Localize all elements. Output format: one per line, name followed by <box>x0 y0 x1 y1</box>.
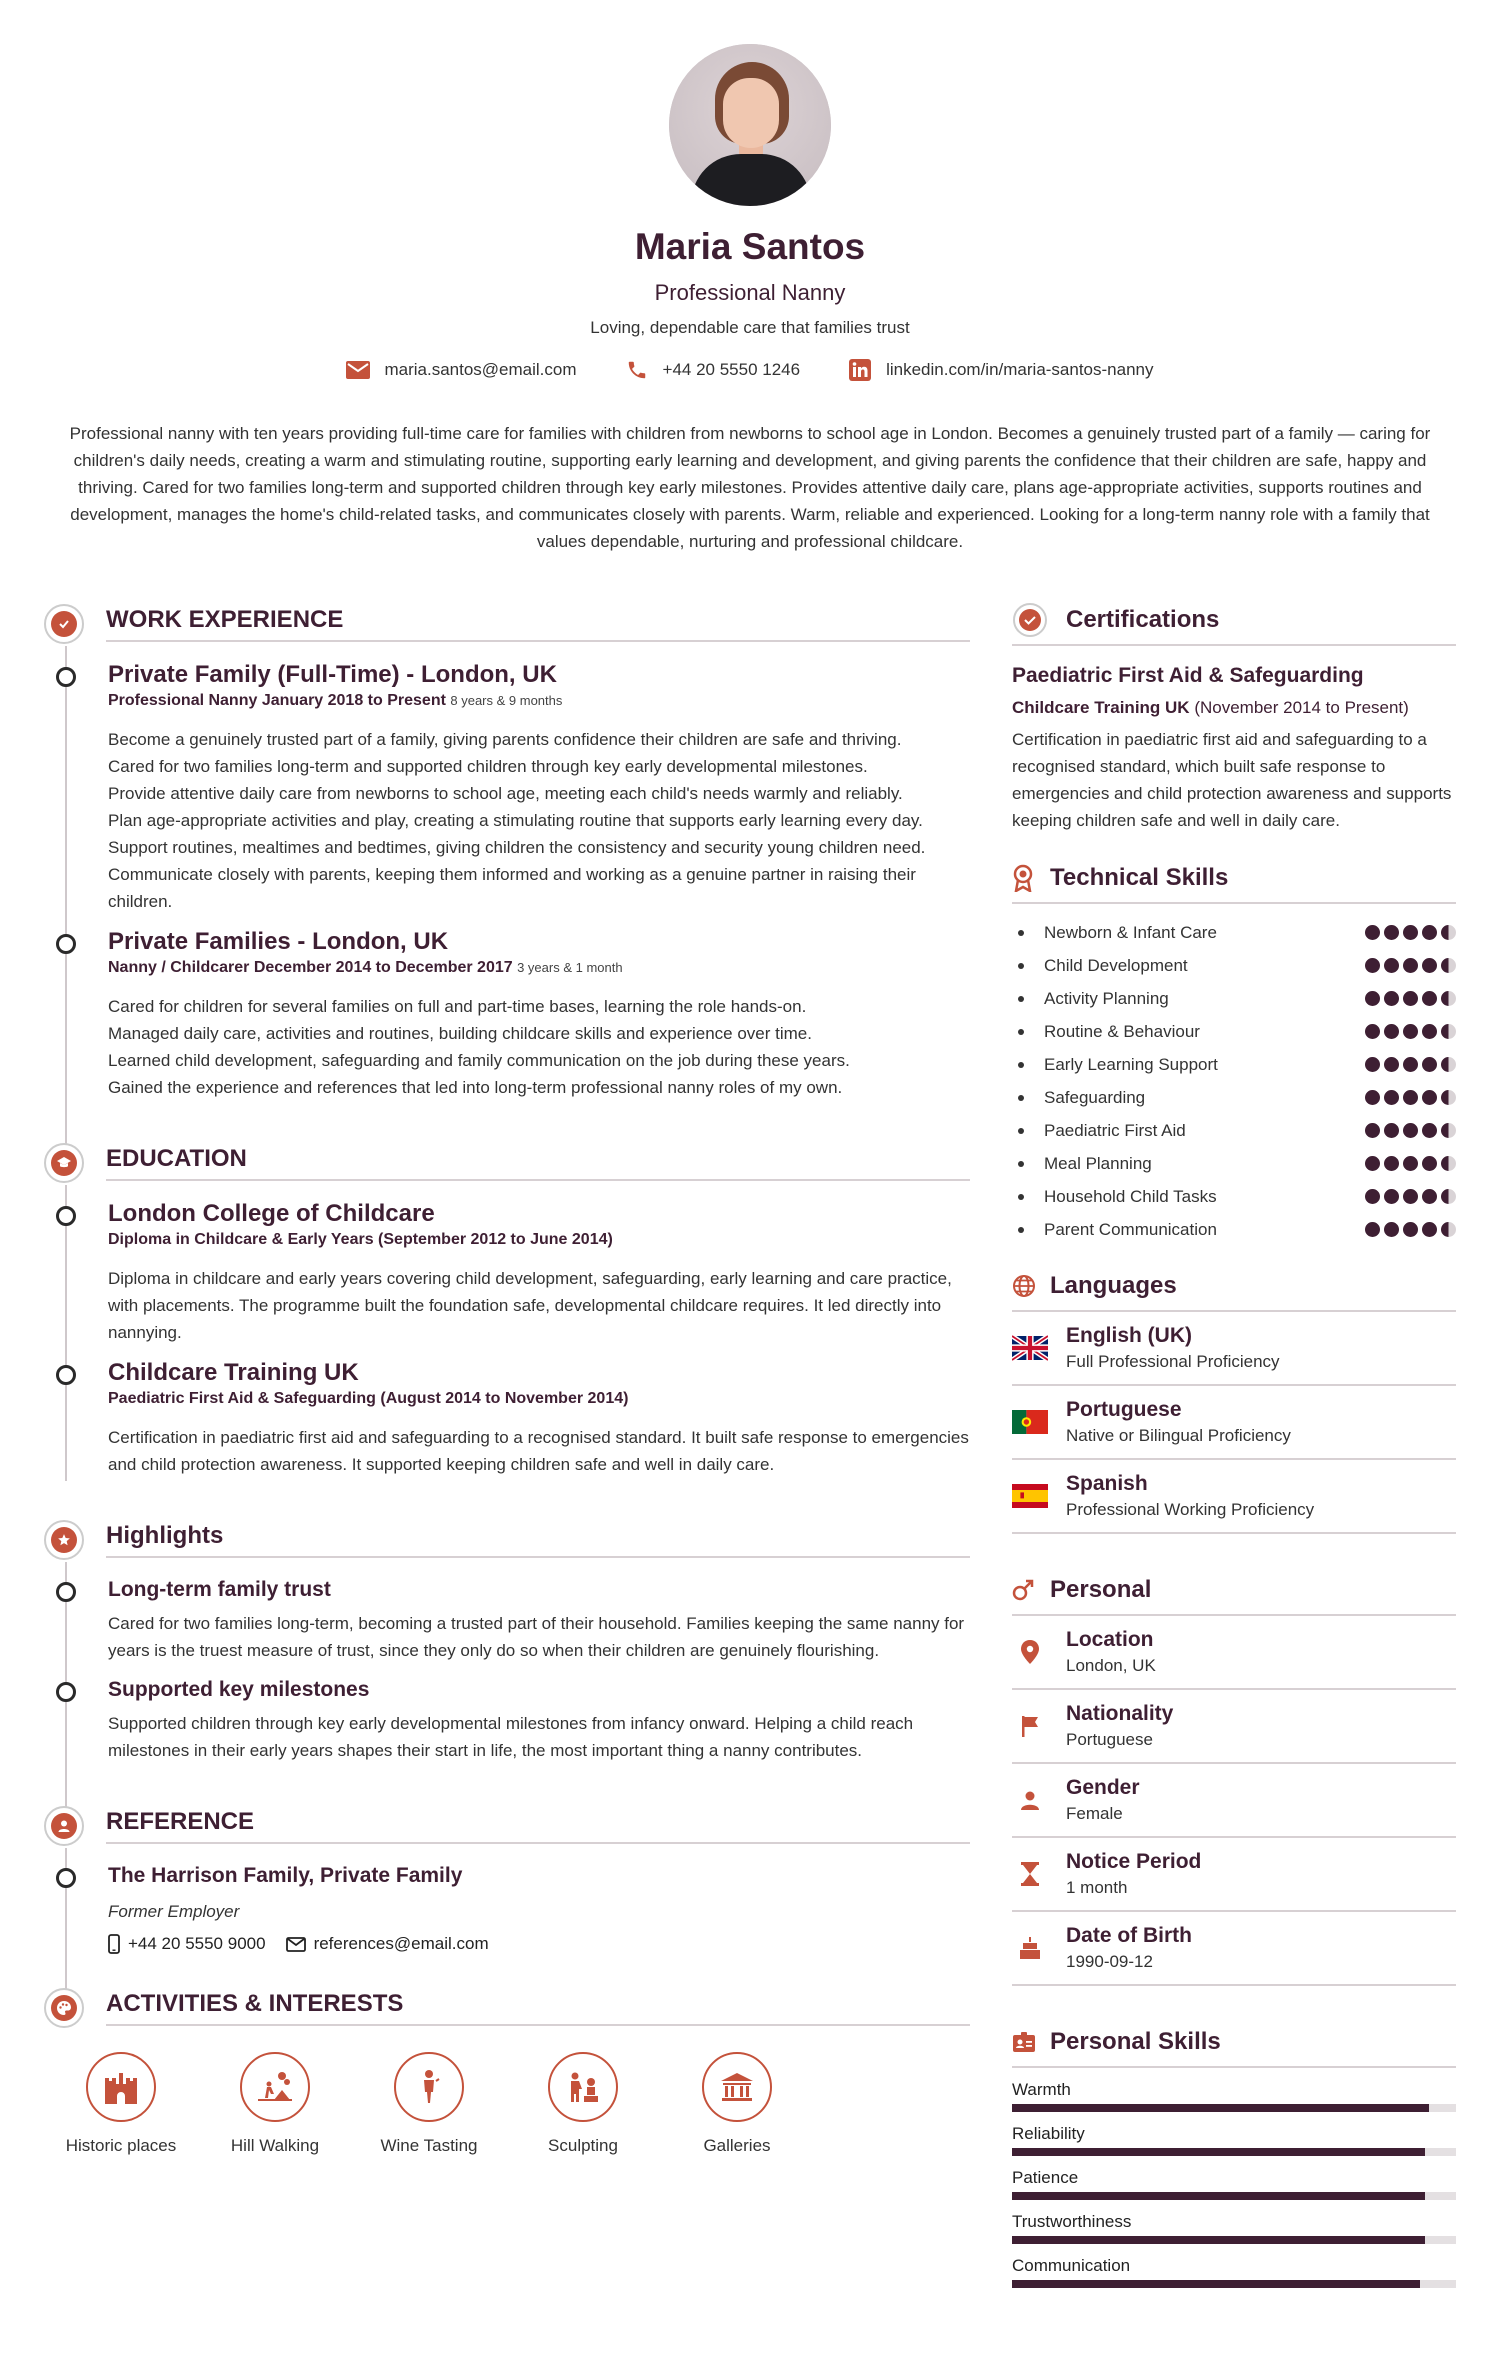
activity-label: Wine Tasting <box>380 2136 478 2155</box>
reference-role: Former Employer <box>108 1902 240 1921</box>
technical-skills-list <box>1012 916 1456 1246</box>
personal-skill-name: Reliability <box>1012 2124 1085 2143</box>
highlight-description: Supported children through key early developmental milestones from infancy onward. Helping a child reach milestones in their early years shapes their start in life, the most important thing a nanny contributes. <box>108 1714 914 1760</box>
education-entry-title: London College of Childcare <box>108 1200 435 1227</box>
profile-photo <box>669 44 831 206</box>
technical-skill-item <box>1012 1147 1456 1180</box>
badge-check-icon <box>44 604 84 644</box>
skill-rating-dots <box>1365 1090 1456 1105</box>
rating-dot <box>1384 1189 1399 1204</box>
language-level: Native or Bilingual Proficiency <box>1066 1426 1291 1445</box>
activity-label: Hill Walking <box>230 2136 320 2155</box>
rating-dot <box>1441 925 1456 940</box>
rating-dot <box>1422 1024 1437 1039</box>
highlight-title: Long-term family trust <box>108 1578 331 1601</box>
rating-dot <box>1422 991 1437 1006</box>
language-item <box>1012 1312 1456 1386</box>
rating-dot <box>1365 1156 1380 1171</box>
language-item <box>1012 1386 1456 1460</box>
personal-item: Gender Female <box>1012 1764 1456 1838</box>
activities-section <box>44 1986 970 2156</box>
left-column <box>44 602 970 2156</box>
contact-phone[interactable] <box>625 358 801 382</box>
highlight-title: Supported key milestones <box>108 1678 370 1701</box>
activity-label: Historic places <box>65 2136 177 2155</box>
hiking-icon <box>240 2052 310 2122</box>
museum-icon <box>702 2052 772 2122</box>
rating-dot <box>1365 1189 1380 1204</box>
rating-dot <box>1365 1123 1380 1138</box>
technical-skill-item <box>1012 949 1456 982</box>
rating-dot <box>1403 1189 1418 1204</box>
rating-dot <box>1365 1057 1380 1072</box>
rating-dot <box>1422 1057 1437 1072</box>
personal-skill-item <box>1012 2256 1456 2288</box>
rating-dot <box>1441 1222 1456 1237</box>
section-title: WORK EXPERIENCE <box>106 606 970 642</box>
highlight-entry <box>44 1576 970 1664</box>
contact-bar <box>0 358 1500 382</box>
skill-progress-fill <box>1012 2280 1420 2288</box>
skill-progress-bar <box>1012 2104 1456 2112</box>
linkedin-text: linkedin.com/in/maria-santos-nanny <box>886 360 1154 379</box>
technical-skill-item <box>1012 982 1456 1015</box>
hourglass-icon <box>1012 1862 1048 1886</box>
contact-linkedin[interactable] <box>848 358 1153 382</box>
personal-item: Location London, UK <box>1012 1616 1456 1690</box>
language-item <box>1012 1460 1456 1534</box>
candidate-name: Maria Santos <box>634 226 866 267</box>
personal-skill-item <box>1012 2212 1456 2244</box>
technical-skill-item <box>1012 1048 1456 1081</box>
rating-dot <box>1365 925 1380 940</box>
work-entry-subtitle: Professional Nanny January 2018 to Present 8 years & 9 months <box>108 692 563 709</box>
rating-dot <box>1365 1024 1380 1039</box>
portugal-flag <box>1012 1409 1048 1435</box>
id-badge-icon <box>1012 2031 1048 2053</box>
technical-skill-item <box>1012 1081 1456 1114</box>
work-entry <box>44 927 970 1101</box>
rating-dot <box>1384 1090 1399 1105</box>
personal-skills-list <box>1012 2080 1456 2288</box>
certificate-badge-icon <box>1012 602 1048 638</box>
rating-dot <box>1422 1189 1437 1204</box>
skill-rating-dots <box>1365 925 1456 940</box>
reference-section <box>44 1804 970 1954</box>
work-entry-title: Private Families - London, UK <box>108 928 449 955</box>
education-entry <box>44 1358 970 1478</box>
personal-skill-name: Trustworthiness <box>1012 2212 1132 2231</box>
technical-skill-item <box>1012 1114 1456 1147</box>
education-entry-description: Certification in paediatric first aid and safeguarding to a recognised standard. It built safe response to emergencies and child protection awareness. It supported keeping children safe and well in daily care. <box>108 1428 969 1474</box>
work-entry <box>44 660 970 915</box>
technical-skill-name: Paediatric First Aid <box>1018 1121 1186 1141</box>
skill-progress-fill <box>1012 2104 1429 2112</box>
skill-progress-bar <box>1012 2148 1456 2156</box>
personal-item: Date of Birth 1990-09-12 <box>1012 1912 1456 1986</box>
personal-item: Nationality Portuguese <box>1012 1690 1456 1764</box>
rating-dot <box>1422 925 1437 940</box>
mobile-phone-icon <box>108 1934 120 1954</box>
sculpting-icon <box>548 2052 618 2122</box>
rating-dot <box>1403 1024 1418 1039</box>
technical-skills-section <box>1012 860 1456 1246</box>
rating-dot <box>1384 1156 1399 1171</box>
language-name: Portuguese <box>1066 1398 1182 1421</box>
technical-skill-item <box>1012 916 1456 949</box>
education-entry-subtitle: Paediatric First Aid & Safeguarding (August 2014 to November 2014) <box>108 1390 629 1407</box>
education-section <box>44 1141 970 1478</box>
personal-skills-section <box>1012 2024 1456 2288</box>
education-entry-subtitle: Diploma in Childcare & Early Years (September 2012 to June 2014) <box>108 1231 613 1248</box>
certifications-section <box>1012 602 1456 834</box>
reference-email[interactable]: references@email.com <box>286 1934 489 1954</box>
personal-skill-item <box>1012 2168 1456 2200</box>
rating-dot <box>1441 1123 1456 1138</box>
language-name: Spanish <box>1066 1472 1148 1495</box>
technical-skill-name: Child Development <box>1018 956 1188 976</box>
rating-dot <box>1441 1090 1456 1105</box>
language-level: Professional Working Proficiency <box>1066 1500 1315 1519</box>
skill-progress-fill <box>1012 2148 1425 2156</box>
languages-section <box>1012 1268 1456 1534</box>
skill-rating-dots <box>1365 1123 1456 1138</box>
technical-skill-item <box>1012 1180 1456 1213</box>
section-title: ACTIVITIES & INTERESTS <box>106 1990 970 2026</box>
personal-section <box>1012 1572 1456 1986</box>
technical-skill-name: Activity Planning <box>1018 989 1169 1009</box>
personal-skill-name: Warmth <box>1012 2080 1071 2099</box>
activity-item <box>44 2052 198 2156</box>
activity-item <box>198 2052 352 2156</box>
rating-dot <box>1422 958 1437 973</box>
technical-skill-item <box>1012 1015 1456 1048</box>
rating-dot <box>1384 958 1399 973</box>
skill-progress-bar <box>1012 2280 1456 2288</box>
graduation-cap-icon <box>44 1143 84 1183</box>
technical-skill-name: Routine & Behaviour <box>1018 1022 1200 1042</box>
right-column <box>1012 602 1456 2288</box>
spain-flag <box>1012 1483 1048 1509</box>
cake-icon <box>1012 1937 1048 1959</box>
reference-entry <box>44 1862 970 1954</box>
education-entry-description: Diploma in childcare and early years covering child development, safeguarding, early learning and care practice, with placements. The programme built the foundation safe, developmental childcare requires. It led directly into nannying. <box>108 1269 952 1342</box>
rating-dot <box>1384 1123 1399 1138</box>
activity-item <box>660 2052 814 2156</box>
work-experience-section <box>44 602 970 1101</box>
rating-dot <box>1384 1024 1399 1039</box>
highlight-description: Cared for two families long-term, becoming a trusted part of their household. Families keeping the same nanny for years is the truest measure of trust, since they only do so when their children are genuinely flourishing. <box>108 1614 965 1660</box>
reference-phone[interactable]: +44 20 5550 9000 <box>108 1934 266 1954</box>
work-entry-duration: 8 years & 9 months <box>450 693 563 708</box>
skill-progress-fill <box>1012 2192 1425 2200</box>
uk-flag <box>1012 1335 1048 1361</box>
skill-progress-bar <box>1012 2192 1456 2200</box>
rating-dot <box>1441 1057 1456 1072</box>
email-text: maria.santos@email.com <box>384 360 577 379</box>
activity-label: Sculpting <box>548 2136 618 2155</box>
work-entry-subtitle: Nanny / Childcarer December 2014 to December 2017 3 years & 1 month <box>108 959 623 976</box>
skill-rating-dots <box>1365 991 1456 1006</box>
rating-dot <box>1441 991 1456 1006</box>
wine-icon <box>394 2052 464 2122</box>
phone-text: +44 20 5550 1246 <box>662 360 801 379</box>
rating-dot <box>1403 1123 1418 1138</box>
highlights-section <box>44 1518 970 1764</box>
award-ribbon-icon <box>1012 864 1048 892</box>
section-title: Technical Skills <box>1050 864 1229 891</box>
technical-skill-name: Meal Planning <box>1018 1154 1152 1174</box>
skill-rating-dots <box>1365 1156 1456 1171</box>
rating-dot <box>1384 1222 1399 1237</box>
rating-dot <box>1403 1156 1418 1171</box>
globe-icon <box>1012 1274 1048 1298</box>
technical-skill-name: Early Learning Support <box>1018 1055 1218 1075</box>
technical-skill-item <box>1012 1213 1456 1246</box>
skill-rating-dots <box>1365 1057 1456 1072</box>
skill-rating-dots <box>1365 1024 1456 1039</box>
highlight-entry <box>44 1676 970 1764</box>
skill-rating-dots <box>1365 1189 1456 1204</box>
activity-item <box>506 2052 660 2156</box>
profile-summary: Professional nanny with ten years providing full-time care for families with children from newborns to school age in London. Becomes a genuinely trusted part of a family — caring for children's daily needs, creating a warm and stimulating routine, supporting early learning and development, and giving parents the confidence that their children are safe, happy and thriving. Cared for two families long-term and supported children through key early milestones. Provides attentive daily care, plans age-appropriate activities, supports routines and development, manages the home's child-related tasks, and communicates closely with parents. Warm, reliable and experienced. Looking for a long-term nanny role with a family that values dependable, nurturing and professional childcare. <box>69 424 1431 551</box>
section-title: Highlights <box>106 1522 970 1558</box>
personal-skill-name: Patience <box>1012 2168 1079 2187</box>
rating-dot <box>1403 1090 1418 1105</box>
palette-icon <box>44 1988 84 2028</box>
rating-dot <box>1365 991 1380 1006</box>
personal-skill-item <box>1012 2080 1456 2112</box>
rating-dot <box>1422 1090 1437 1105</box>
rating-dot <box>1403 1057 1418 1072</box>
rating-dot <box>1441 1156 1456 1171</box>
activity-item <box>352 2052 506 2156</box>
technical-skill-name: Parent Communication <box>1018 1220 1217 1240</box>
activity-label: Galleries <box>703 2136 771 2155</box>
rating-dot <box>1422 1156 1437 1171</box>
resume-header <box>0 44 1500 382</box>
person-icon <box>1012 1790 1048 1810</box>
phone-icon <box>625 358 649 382</box>
location-pin-icon <box>1012 1640 1048 1664</box>
rating-dot <box>1403 925 1418 940</box>
language-name: English (UK) <box>1066 1324 1192 1347</box>
work-entry-description: Become a genuinely trusted part of a family, giving parents confidence their children are safe and thriving. Cared for two families long-term and supported children through key early developmental milestones. Provide attentive daily care from newborns to school age, meeting each child's needs warmly and reliably. Plan age-appropriate activities and play, creating a stimulating routine that supports early learning every day. Support routines, mealtimes and bedtimes, giving children the consistency and security young children need. Communicate closely with parents, keeping them informed and working as a genuine partner in raising their children. <box>108 730 926 911</box>
person-icon <box>44 1806 84 1846</box>
star-icon <box>44 1520 84 1560</box>
rating-dot <box>1422 1222 1437 1237</box>
reference-name: The Harrison Family, Private Family <box>108 1864 463 1887</box>
rating-dot <box>1422 1123 1437 1138</box>
rating-dot <box>1365 1222 1380 1237</box>
contact-email[interactable] <box>346 358 576 382</box>
personal-skill-name: Communication <box>1012 2256 1131 2275</box>
rating-dot <box>1384 1057 1399 1072</box>
section-title: Languages <box>1050 1272 1177 1299</box>
rating-dot <box>1441 1024 1456 1039</box>
work-entry-title: Private Family (Full-Time) - London, UK <box>108 661 557 688</box>
education-entry-title: Childcare Training UK <box>108 1359 359 1386</box>
rating-dot <box>1384 991 1399 1006</box>
language-level: Full Professional Proficiency <box>1066 1352 1280 1371</box>
candidate-role: Professional Nanny <box>654 280 846 305</box>
rating-dot <box>1403 1222 1418 1237</box>
rating-dot <box>1384 925 1399 940</box>
work-entry-description: Cared for children for several families on full and part-time bases, learning the role hands-on. Managed daily care, activities and routines, building childcare skills and experience over time. Learned child development, safeguarding and family communication on the job during these years. Gained the experience and references that led into long-term professional nanny roles of my own. <box>108 997 850 1097</box>
rating-dot <box>1365 958 1380 973</box>
castle-icon <box>86 2052 156 2122</box>
section-title: Personal Skills <box>1050 2028 1221 2055</box>
section-title: Certifications <box>1066 606 1220 633</box>
skill-rating-dots <box>1365 958 1456 973</box>
section-title: REFERENCE <box>106 1808 970 1844</box>
section-title: EDUCATION <box>106 1145 970 1181</box>
education-entry <box>44 1199 970 1346</box>
technical-skill-name: Safeguarding <box>1018 1088 1145 1108</box>
gender-symbol-icon <box>1012 1579 1048 1601</box>
skill-progress-bar <box>1012 2236 1456 2244</box>
certification-issuer: Childcare Training UK (November 2014 to Present) <box>1012 698 1409 717</box>
skill-progress-fill <box>1012 2236 1425 2244</box>
technical-skill-name: Household Child Tasks <box>1018 1187 1217 1207</box>
rating-dot <box>1403 991 1418 1006</box>
skill-rating-dots <box>1365 1222 1456 1237</box>
personal-item: Notice Period 1 month <box>1012 1838 1456 1912</box>
certification-name: Paediatric First Aid & Safeguarding <box>1012 664 1364 687</box>
email-icon <box>346 358 370 382</box>
rating-dot <box>1403 958 1418 973</box>
envelope-icon <box>286 1937 306 1952</box>
work-entry-duration: 3 years & 1 month <box>517 960 623 975</box>
section-title: Personal <box>1050 1576 1152 1603</box>
personal-skill-item <box>1012 2124 1456 2156</box>
linkedin-icon <box>848 358 872 382</box>
technical-skill-name: Newborn & Infant Care <box>1018 923 1217 943</box>
candidate-tagline: Loving, dependable care that families trust <box>590 318 910 337</box>
rating-dot <box>1441 958 1456 973</box>
certification-description: Certification in paediatric first aid and safeguarding to a recognised standard, which built safe response to emergencies and child protection awareness and supports keeping children safe and well in daily care. <box>1012 730 1452 830</box>
rating-dot <box>1441 1189 1456 1204</box>
rating-dot <box>1365 1090 1380 1105</box>
flag-icon <box>1012 1715 1048 1737</box>
